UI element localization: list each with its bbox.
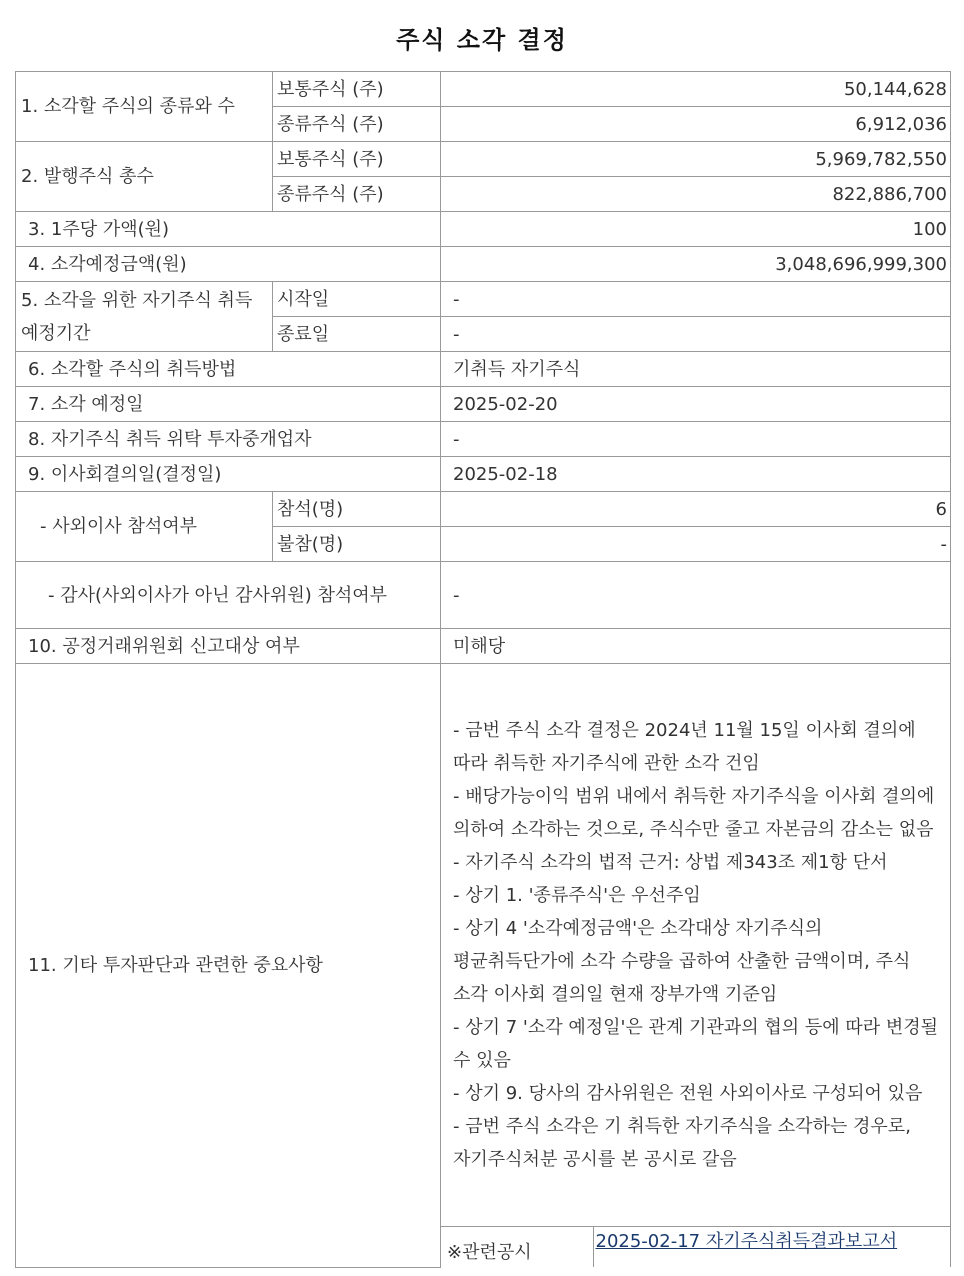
table-row [16, 352, 951, 387]
value: 822,886,700 [441, 177, 951, 212]
value: 5,969,782,550 [441, 142, 951, 177]
row-label: 10. 공정거래위원회 신고대상 여부 [16, 629, 441, 664]
row-label: - 감사(사외이사가 아닌 감사위원) 참석여부 [16, 562, 441, 629]
table-row [16, 457, 951, 492]
row-label: 6. 소각할 주식의 취득방법 [16, 352, 441, 387]
value: - [441, 527, 951, 562]
row-label: 8. 자기주식 취득 위탁 투자중개업자 [16, 422, 441, 457]
row-label: 11. 기타 투자판단과 관련한 중요사항 [16, 664, 441, 1268]
sub-label: 종류주식 (주) [273, 177, 441, 212]
table-row [16, 492, 951, 527]
value: 미해당 [441, 629, 951, 664]
value: 6,912,036 [441, 107, 951, 142]
value: - [441, 282, 951, 317]
note: - 배당가능이익 범위 내에서 취득한 자기주식을 이사회 결의에 의하여 소각하는 것으로, 주식수만 줄고 자본금의 감소는 없음 [453, 786, 935, 840]
notes-cell [441, 664, 951, 1227]
row-label: 2. 발행주식 총수 [16, 142, 273, 212]
value: 2025-02-18 [441, 457, 951, 492]
note: - 금번 주식 소각은 기 취득한 자기주식을 소각하는 경우로, 자기주식처분 공시를 본 공시로 갈음 [453, 1116, 911, 1170]
sub-label: 참석(명) [273, 492, 441, 527]
sub-label: 종류주식 (주) [273, 107, 441, 142]
table-row [16, 664, 951, 1227]
value: 2025-02-20 [441, 387, 951, 422]
table-row [16, 212, 951, 247]
sub-label: 보통주식 (주) [273, 142, 441, 177]
related-label: ※관련공시 [441, 1227, 593, 1267]
note: - 자기주식 소각의 법적 근거: 상법 제343조 제1항 단서 [453, 852, 888, 873]
row-label: 9. 이사회결의일(결정일) [16, 457, 441, 492]
sub-label: 종료일 [273, 317, 441, 352]
table-row [16, 282, 951, 317]
value: - [441, 562, 951, 629]
row-label: 7. 소각 예정일 [16, 387, 441, 422]
page-title: 주식 소각 결정 [396, 26, 568, 54]
note: - 상기 9. 당사의 감사위원은 전원 사외이사로 구성되어 있음 [453, 1083, 923, 1104]
disclosure-table [15, 71, 951, 1268]
table-row [16, 629, 951, 664]
value: - [441, 317, 951, 352]
note: - 상기 1. '종류주식'은 우선주임 [453, 885, 701, 906]
note: - 금번 주식 소각 결정은 2024년 11월 15일 이사회 결의에 따라 취득한 자기주식에 관한 소각 건임 [453, 720, 916, 774]
value: 100 [441, 212, 951, 247]
row-label: - 사외이사 참석여부 [16, 492, 273, 562]
value: 기취득 자기주식 [441, 352, 951, 387]
related-disclosure-link[interactable]: 2025-02-17 자기주식취득결과보고서 [595, 1231, 898, 1252]
sub-label: 시작일 [273, 282, 441, 317]
value: 6 [441, 492, 951, 527]
sub-label: 보통주식 (주) [273, 72, 441, 107]
row-label: 4. 소각예정금액(원) [16, 247, 441, 282]
value: - [441, 422, 951, 457]
table-row [16, 562, 951, 629]
row-label: 3. 1주당 가액(원) [16, 212, 441, 247]
table-row [16, 142, 951, 177]
table-row [16, 387, 951, 422]
value: 3,048,696,999,300 [441, 247, 951, 282]
value: 50,144,628 [441, 72, 951, 107]
table-row [16, 72, 951, 107]
row-label: 1. 소각할 주식의 종류와 수 [16, 72, 273, 142]
row-label: 5. 소각을 위한 자기주식 취득 예정기간 [16, 282, 273, 352]
sub-label: 불참(명) [273, 527, 441, 562]
table-row [16, 422, 951, 457]
note: - 상기 4 '소각예정금액'은 소각대상 자기주식의 평균취득단가에 소각 수량을 곱하여 산출한 금액이며, 주식 소각 이사회 결의일 현재 장부가액 기준임 [453, 918, 911, 1005]
related-cell [441, 1227, 951, 1268]
table-row [16, 247, 951, 282]
note: - 상기 7 '소각 예정일'은 관계 기관과의 협의 등에 따라 변경될 수 있음 [453, 1017, 938, 1071]
